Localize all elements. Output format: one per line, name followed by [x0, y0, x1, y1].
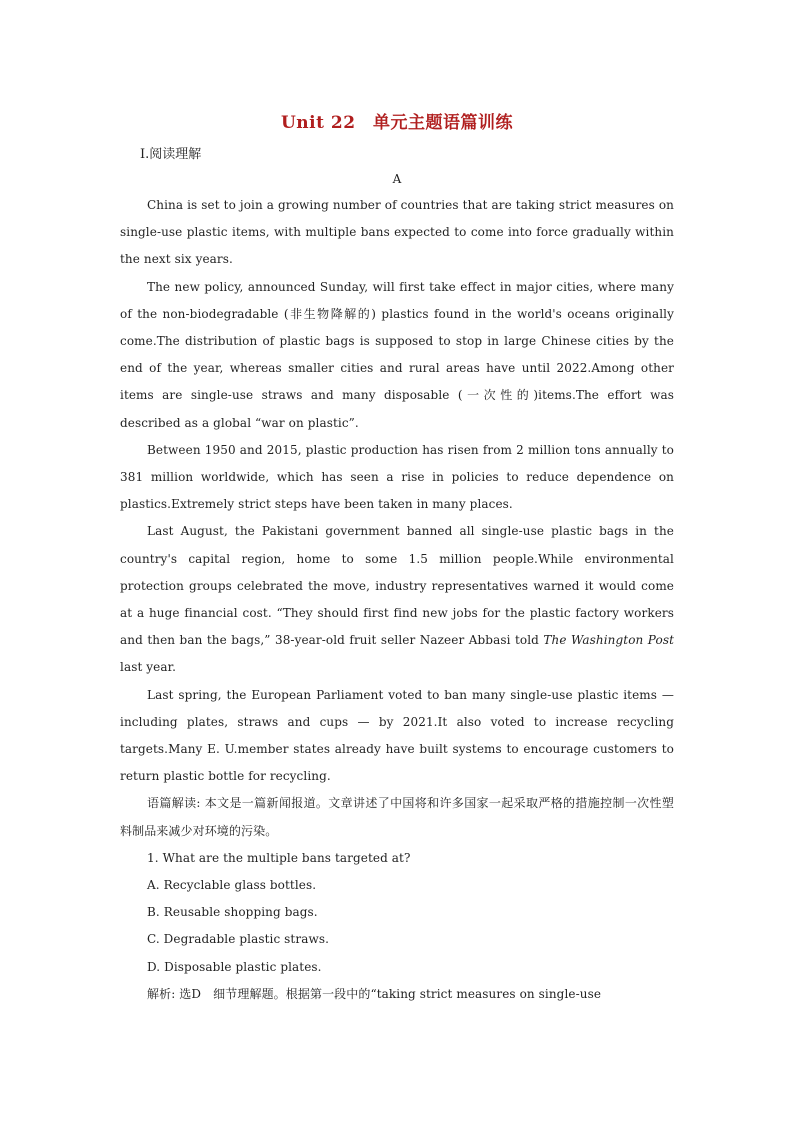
passage-analysis: 语篇解读: 本文是一篇新闻报道。文章讲述了中国将和许多国家一起采取严格的措施控制一次性塑料制品来减少对环境的污染。: [120, 796, 674, 838]
newspaper-title: The Washington Post: [543, 633, 674, 648]
option-c: C. Degradable plastic straws.: [147, 932, 329, 947]
paragraph-4-text-a: Last August, the Pakistani government banned all single-use plastic bags in the country's capital region, home to some 1.5 million people.While environmental protection groups celebrated the move, industry representatives warned it would come at a huge financial cost. “They should first find new jobs for the plastic factory workers and then ban the bags,” 38-year-old fruit seller Nazeer Abbasi told: [120, 524, 674, 648]
document-page: [120, 100, 674, 1008]
paragraph-4: [120, 518, 674, 681]
answer-explanation: 解析: 选D 细节理解题。根据第一段中的“taking strict measures on single-use: [147, 986, 602, 1001]
paragraph-4-text-b: last year.: [120, 660, 177, 675]
paragraph-1: China is set to join a growing number of countries that are taking strict measures on single-use plastic items, with multiple bans expected to come into force gradually within the next six years.: [120, 198, 674, 267]
paragraph-2: The new policy, announced Sunday, will first take effect in major cities, where many of the non-biodegradable (非生物降解的) plastics found in the world's oceans originally come.The distribution of plastic bags is supposed to stop in large Chinese cities by the end of the year, whereas smaller cities and rural areas have until 2022.Among other items are single-use straws and many disposable (一次性的)items.The effort was described as a global “war on plastic”.: [120, 279, 674, 430]
page-title: Unit 22 单元主题语篇训练: [280, 113, 514, 133]
option-a: A. Recyclable glass bottles.: [147, 878, 317, 893]
question-stem: 1. What are the multiple bans targeted at?: [147, 850, 411, 865]
option-d: D. Disposable plastic plates.: [147, 959, 322, 974]
section-heading: Ⅰ.阅读理解: [140, 147, 202, 162]
option-b: B. Reusable shopping bags.: [147, 905, 318, 920]
paragraph-5: Last spring, the European Parliament voted to ban many single-use plastic items — including plates, straws and cups — by 2021.It also voted to increase recycling targets.Many E. U.member states already have built systems to encourage customers to return plastic bottle for recycling.: [120, 687, 674, 784]
passage-label: A: [392, 172, 402, 186]
paragraph-3: Between 1950 and 2015, plastic production has risen from 2 million tons annually to 381 million worldwide, which has seen a rise in policies to reduce dependence on plastics.Extremely strict steps have been taken in many places.: [120, 442, 674, 512]
